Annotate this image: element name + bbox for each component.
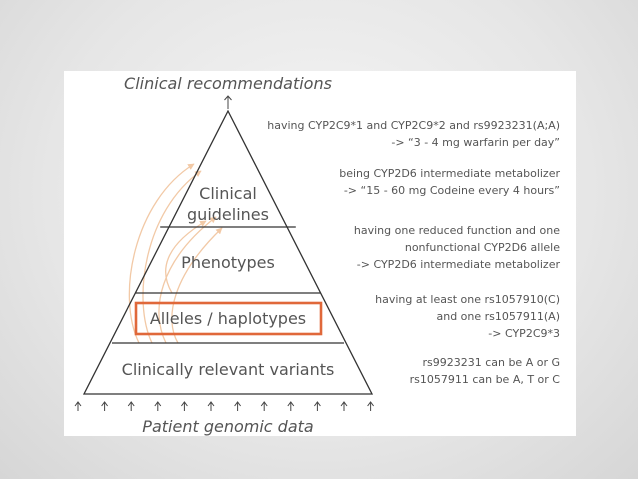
up-arrow-icon: [128, 402, 134, 411]
example-text-1: -> “3 - 4 mg warfarin per day”: [391, 136, 560, 149]
example-text-4: having at least one rs1057910(C): [375, 293, 560, 306]
example-text-1: having CYP2C9*1 and CYP2C9*2 and rs9923231(A;A): [267, 119, 560, 132]
layer-label-guidelines: Clinical: [199, 184, 257, 203]
up-arrow-icon: [314, 402, 320, 411]
up-arrow-icon: [75, 402, 81, 411]
bottom-label: Patient genomic data: [142, 417, 314, 436]
example-text-3: -> CYP2D6 intermediate metabolizer: [356, 258, 560, 271]
up-arrow-icon: [155, 402, 161, 411]
pyramid-diagram: [64, 71, 576, 436]
up-arrow-icon: [225, 96, 232, 109]
up-arrow-icon: [208, 402, 214, 411]
example-text-4: and one rs1057911(A): [436, 310, 560, 323]
up-arrow-icon: [261, 402, 267, 411]
example-text-3: nonfunctional CYP2D6 allele: [404, 241, 560, 254]
example-text-5: rs9923231 can be A or G: [422, 356, 560, 369]
layer-label-variants: Clinically relevant variants: [121, 360, 335, 379]
up-arrow-icon: [181, 402, 187, 411]
example-text-5: rs1057911 can be A, T or C: [409, 373, 560, 386]
top-label: Clinical recommendations: [124, 74, 332, 93]
layer-label-alleles: Alleles / haplotypes: [149, 309, 307, 328]
example-text-2: being CYP2D6 intermediate metabolizer: [339, 167, 560, 180]
up-arrow-icon: [288, 402, 294, 411]
slide: [64, 71, 576, 436]
up-arrow-icon: [368, 402, 374, 411]
layer-label-phenotypes: Phenotypes: [181, 253, 275, 272]
up-arrow-icon: [102, 402, 108, 411]
example-text-4: -> CYP2C9*3: [488, 327, 560, 340]
example-text-2: -> “15 - 60 mg Codeine every 4 hours”: [343, 184, 560, 197]
layer-label-guidelines: guidelines: [187, 205, 269, 224]
up-arrow-icon: [341, 402, 347, 411]
up-arrow-icon: [235, 402, 241, 411]
example-text-3: having one reduced function and one: [353, 224, 560, 237]
